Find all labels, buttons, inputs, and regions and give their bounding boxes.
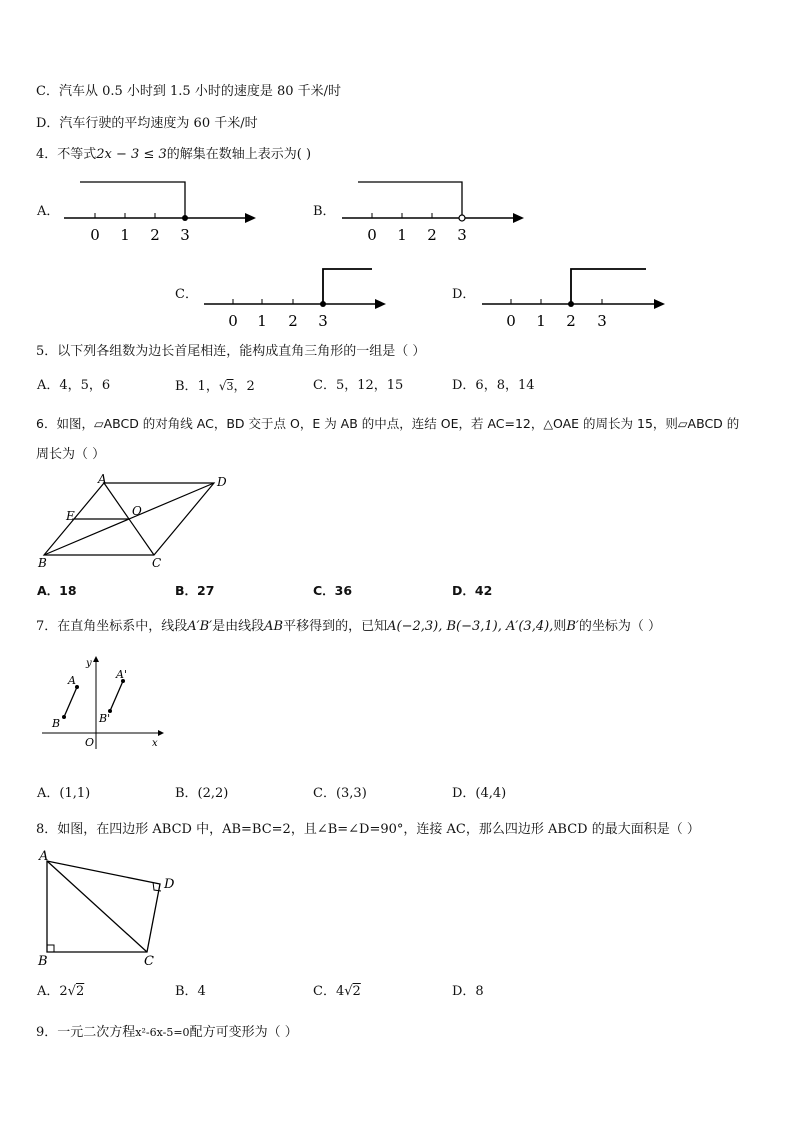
q6-label-d: D <box>217 475 227 489</box>
q4-number-line-d <box>478 262 678 332</box>
q6-stem-line1: 6．如图，▱ABCD 的对角线 AC，BD 交于点 O，E 为 AB 的中点，连结 OE，若 AC=12，△OAE 的周长为 15，则▱ABCD 的 <box>36 416 740 431</box>
q7-target: B′ <box>566 619 579 634</box>
q4b-tick-0: 0 <box>367 226 377 244</box>
q4a-tick-0: 0 <box>90 226 100 244</box>
q3-option-c: C．汽车从 0.5 小时到 1.5 小时的速度是 80 千米/时 <box>36 84 342 99</box>
q4-number-line-c <box>200 262 400 332</box>
q7-segment-ab: AB <box>264 619 284 634</box>
q7-option-d: D．(4,4) <box>452 786 507 801</box>
q7-label-origin: O <box>85 736 95 749</box>
q4-stem-suffix: 的解集在数轴上表示为( ) <box>166 147 312 162</box>
q8-option-a <box>37 983 84 1001</box>
q7-label-y: y <box>86 658 92 669</box>
q8-option-b: B．4 <box>175 984 206 999</box>
q9-stem-prefix: 9．一元二次方程 <box>36 1025 136 1040</box>
q7-option-c: C．(3,3) <box>313 786 367 801</box>
q7-stem-mid2: 平移得到的，已知 <box>283 619 388 634</box>
sqrt-symbol: √ <box>218 379 227 393</box>
q4b-tick-3: 3 <box>457 226 467 244</box>
q4c-tick-0: 0 <box>228 312 238 330</box>
q6-label-b: B <box>38 556 47 570</box>
q6-option-c: C．36 <box>313 583 353 598</box>
q5-option-d: D．6，8，14 <box>452 378 535 393</box>
q5-option-b-suffix: ，2 <box>233 379 255 394</box>
q7-stem-suffix: 的坐标为（ ） <box>578 619 661 634</box>
q7-option-a: A．(1,1) <box>37 786 91 801</box>
q4-stem <box>36 146 311 164</box>
q7-label-b-prime: B' <box>99 712 111 725</box>
q7-stem-mid3: 则 <box>553 619 567 634</box>
q7-option-b: B．(2,2) <box>175 786 229 801</box>
q4c-tick-3: 3 <box>318 312 328 330</box>
q8-stem: 8．如图，在四边形 ABCD 中，AB=BC=2，且∠B=∠D=90°，连接 AC，那么四边形 ABCD 的最大面积是（ ） <box>36 822 700 837</box>
q9-equation: x²-6x-5=0 <box>135 1026 190 1039</box>
q4-option-a-label: A． <box>37 204 60 219</box>
q4b-tick-2: 2 <box>427 226 437 244</box>
q9-stem <box>36 1024 298 1042</box>
q4c-tick-2: 2 <box>288 312 298 330</box>
q8-option-c-prefix: C．4 <box>313 984 345 999</box>
q7-label-a-prime: A' <box>116 668 127 681</box>
q6-stem-line2: 周长为（ ） <box>36 447 106 462</box>
q7-stem-mid1: 是由线段 <box>212 619 265 634</box>
q4-option-b-label: B． <box>313 204 336 219</box>
q4a-tick-3: 3 <box>180 226 190 244</box>
q7-label-x: x <box>152 738 158 749</box>
q7-stem <box>36 618 661 636</box>
q4d-tick-0: 0 <box>506 312 516 330</box>
q6-option-a: A．18 <box>37 583 77 598</box>
q4d-tick-3: 3 <box>597 312 607 330</box>
q4d-tick-1: 1 <box>536 312 546 330</box>
q5-option-a: A．4，5，6 <box>37 378 111 393</box>
sqrt-symbol: √ <box>344 984 353 999</box>
q4-number-line-a <box>60 176 260 246</box>
q5-option-c: C．5，12，15 <box>313 378 404 393</box>
q7-segment-a1b1: A′B′ <box>187 619 213 634</box>
q4d-tick-2: 2 <box>566 312 576 330</box>
q8-option-c <box>313 983 361 1001</box>
q5-option-b-radicand: 3 <box>226 380 234 393</box>
q4-option-c-label: C． <box>175 287 198 302</box>
q8-label-a: A <box>39 849 49 864</box>
q7-points: A(−2,3), B(−3,1), A′(3,4), <box>387 619 554 634</box>
q7-coordinate-figure <box>40 654 180 754</box>
q8-option-a-radicand: 2 <box>75 984 85 999</box>
q4c-tick-1: 1 <box>257 312 267 330</box>
q9-stem-suffix: 配方可变形为（ ） <box>189 1025 298 1040</box>
q5-stem: 5．以下列各组数为边长首尾相连，能构成直角三角形的一组是（ ） <box>36 344 426 359</box>
q4b-tick-1: 1 <box>397 226 407 244</box>
q4a-tick-1: 1 <box>120 226 130 244</box>
q7-label-a: A <box>68 674 76 687</box>
q3-option-d: D．汽车行驶的平均速度为 60 千米/时 <box>36 116 258 131</box>
q8-label-c: C <box>144 954 154 969</box>
q8-quadrilateral-figure <box>36 848 186 968</box>
q5-option-b <box>175 377 255 396</box>
q8-label-d: D <box>164 877 175 892</box>
q5-option-b-prefix: B．1， <box>175 379 219 394</box>
q7-stem-prefix: 7．在直角坐标系中，线段 <box>36 619 188 634</box>
q8-label-b: B <box>38 954 48 969</box>
q4-inequality: 2x − 3 ≤ 3 <box>96 147 167 162</box>
q6-option-b: B．27 <box>175 583 215 598</box>
q7-label-b: B <box>52 717 61 730</box>
q4-option-d-label: D． <box>452 287 476 302</box>
q6-label-e: E <box>66 509 75 523</box>
q4-number-line-b <box>338 176 538 246</box>
q4-stem-prefix: 4．不等式 <box>36 147 97 162</box>
q6-parallelogram-figure <box>36 472 236 570</box>
q6-option-d: D．42 <box>452 583 493 598</box>
sqrt-symbol: √ <box>67 984 76 999</box>
q6-label-o: O <box>132 504 142 518</box>
q8-option-d: D．8 <box>452 984 484 999</box>
q4a-tick-2: 2 <box>150 226 160 244</box>
q8-option-a-prefix: A．2 <box>37 984 68 999</box>
q6-label-a: A <box>98 472 107 486</box>
q6-label-c: C <box>152 556 162 570</box>
q8-option-c-radicand: 2 <box>352 984 361 999</box>
